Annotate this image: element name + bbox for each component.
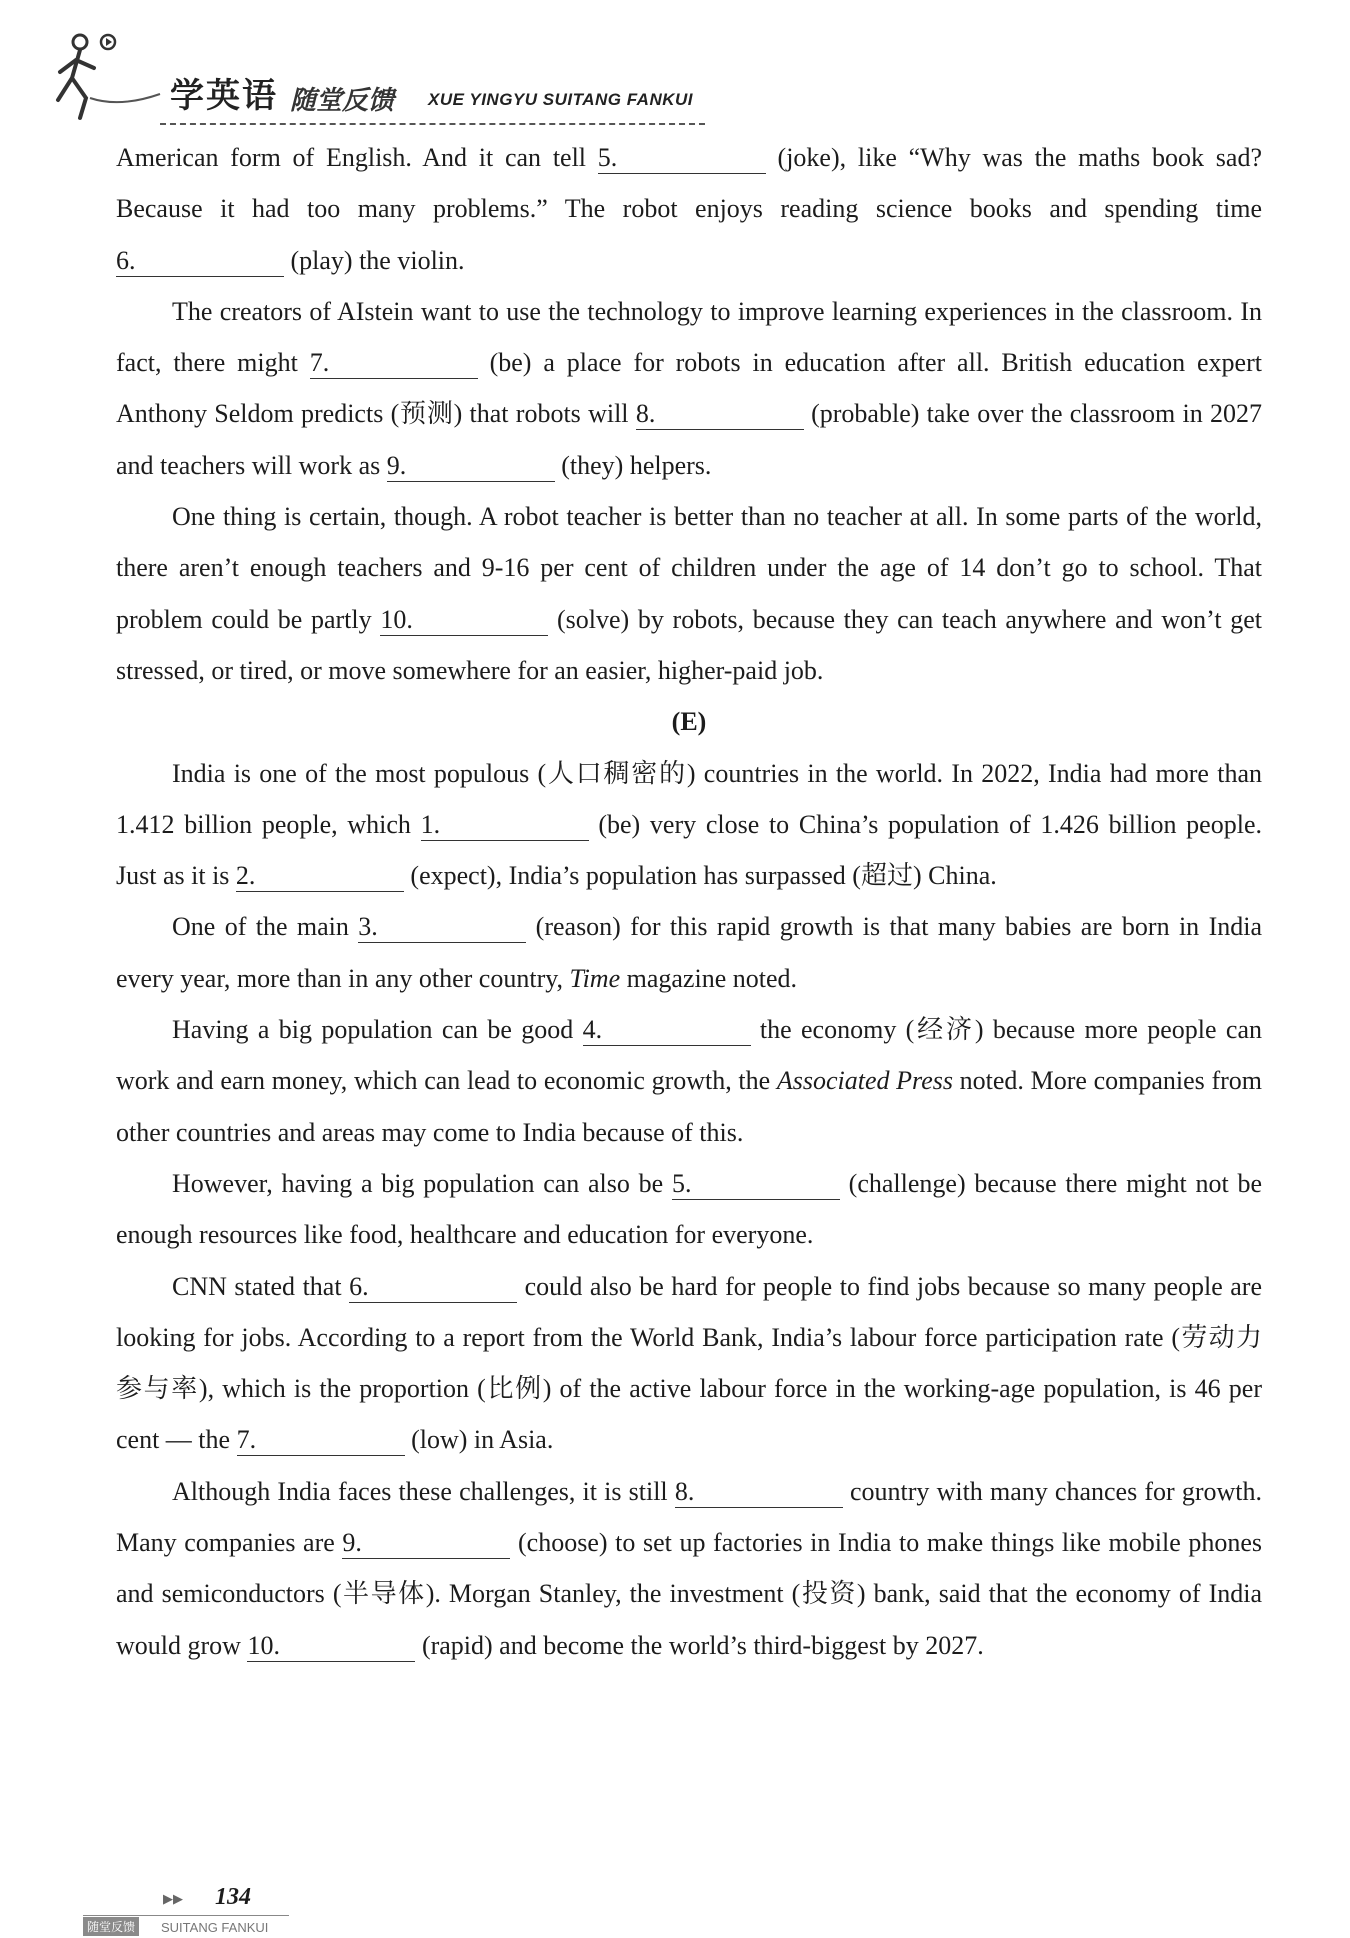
answer-blank[interactable]: 9.	[342, 1528, 510, 1559]
answer-blank[interactable]: 6.	[349, 1272, 517, 1303]
answer-blank[interactable]: 10.	[380, 605, 548, 636]
passage-text: (joke), like “Why was the maths book sad? Because it had too many problems.” The robot enjoys reading science books and spending time	[116, 143, 1263, 224]
header-subtitle-cn: 随堂反馈	[290, 86, 395, 116]
passage-text: (be) a place for robots in education after all. British education expert Anthony Seldom predicts (预测) that robots will	[116, 348, 1262, 429]
double-arrow-icon: ▶▶	[163, 1892, 183, 1907]
passage-text: American form of English. And it can tell	[116, 143, 598, 172]
answer-blank[interactable]: 1.	[421, 810, 589, 841]
footer-label-en: SUITANG FANKUI	[161, 1920, 269, 1935]
header-title-en: XUE YINGYU SUITANG FANKUI	[428, 90, 694, 109]
passage-text: (solve) by robots, because they can teach anywhere and won’t get stressed, or tired, or move somewhere for an easier, higher-paid job.	[116, 604, 1262, 685]
passage-text: (be) very close to China’s population of 1.426 billion people. Just as it is	[116, 809, 1262, 891]
page-footer	[75, 1880, 305, 1938]
italic-title: Associated Press	[776, 1066, 953, 1096]
passage-paragraph	[116, 1466, 1262, 1671]
passage-text: India is one of the most populous (人口稠密的) countries in the world. In 2022, India had more than 1.412 billion people, which	[116, 758, 1262, 839]
passage-text: could also be hard for people to find jobs because so many people are looking for jobs. According to a report from the World Bank, India’s labour force participation rate (劳动力参与率), which is the proportion (比例) of the active labour force in the working-age population, is 46 per cent — the	[116, 1271, 1263, 1455]
answer-blank[interactable]: 8.	[675, 1477, 843, 1508]
passage-paragraph	[116, 1261, 1262, 1466]
page-number: 134	[215, 1884, 251, 1910]
answer-blank[interactable]: 4.	[583, 1015, 751, 1046]
passage-paragraph	[116, 132, 1262, 286]
passage-text: However, having a big population can also be	[172, 1168, 672, 1198]
answer-blank[interactable]: 6.	[116, 246, 284, 277]
passage-text: (choose) to set up factories in India to make things like mobile phones and semiconductors (半导体). Morgan Stanley, the investment (投资) bank, said that the economy of India would grow	[116, 1528, 1262, 1660]
footer-label-cn: 随堂反馈	[83, 1917, 139, 1936]
passage-text: (E)	[671, 707, 707, 737]
passage-text: noted. More companies from other countries and areas may come to India because of this.	[116, 1066, 1262, 1147]
passage-text: Although India faces these challenges, it is still	[172, 1476, 675, 1506]
passage-text: the economy (经济) because more people can work and earn money, which can lead to economic growth, the	[116, 1015, 1262, 1096]
passage-text: (play) the violin.	[284, 245, 465, 275]
passage-text: One thing is certain, though. A robot teacher is better than no teacher at all. In some parts of the world, there aren’t enough teachers and 9-16 per cent of children under the age of 14 don’t go to school. That problem could be partly	[116, 502, 1262, 634]
answer-blank[interactable]: 2.	[236, 861, 404, 892]
passage-paragraph	[116, 748, 1262, 902]
passage-text: CNN stated that	[172, 1271, 350, 1301]
passage-paragraph	[116, 1158, 1262, 1261]
passage-text: magazine noted.	[620, 963, 797, 993]
running-student-logo-icon	[50, 28, 170, 128]
answer-blank[interactable]: 5.	[598, 143, 766, 174]
header-divider	[160, 123, 705, 125]
header-title-cn: 学英语	[170, 76, 278, 116]
passage-paragraph	[116, 901, 1262, 1004]
answer-blank[interactable]: 5.	[672, 1169, 840, 1200]
passage-text: (rapid) and become the world’s third-biggest by 2027.	[415, 1630, 984, 1660]
footer-divider	[83, 1915, 289, 1916]
passage-content	[116, 132, 1262, 1671]
passage-text: (low) in Asia.	[404, 1425, 554, 1455]
passage-paragraph	[116, 286, 1262, 491]
italic-title: Time	[569, 963, 621, 993]
passage-text: Having a big population can be good	[172, 1015, 583, 1045]
page-header	[50, 28, 750, 128]
passage-text: One of the main	[172, 912, 359, 942]
passage-text: country with many chances for growth. Many companies are	[116, 1476, 1262, 1558]
passage-text: (expect), India’s population has surpassed (超过) China.	[403, 861, 997, 891]
passage-paragraph	[116, 1004, 1262, 1158]
passage-text: (they) helpers.	[554, 450, 712, 480]
answer-blank[interactable]: 9.	[387, 451, 555, 482]
passage-text: The creators of AIstein want to use the technology to improve learning experiences in the classroom. In fact, there might	[116, 296, 1262, 378]
answer-blank[interactable]: 3.	[358, 912, 526, 943]
passage-text: (probable) take over the classroom in 2027 and teachers will work as	[116, 399, 1262, 480]
passage-text: (reason) for this rapid growth is that many babies are born in India every year, more than in any other country,	[116, 912, 1262, 993]
passage-paragraph	[116, 491, 1262, 696]
section-heading	[116, 696, 1262, 747]
answer-blank[interactable]: 10.	[247, 1631, 415, 1662]
answer-blank[interactable]: 8.	[636, 399, 804, 430]
answer-blank[interactable]: 7.	[310, 348, 478, 379]
answer-blank[interactable]: 7.	[237, 1425, 405, 1456]
passage-text: (challenge) because there might not be enough resources like food, healthcare and education for everyone.	[116, 1168, 1262, 1250]
